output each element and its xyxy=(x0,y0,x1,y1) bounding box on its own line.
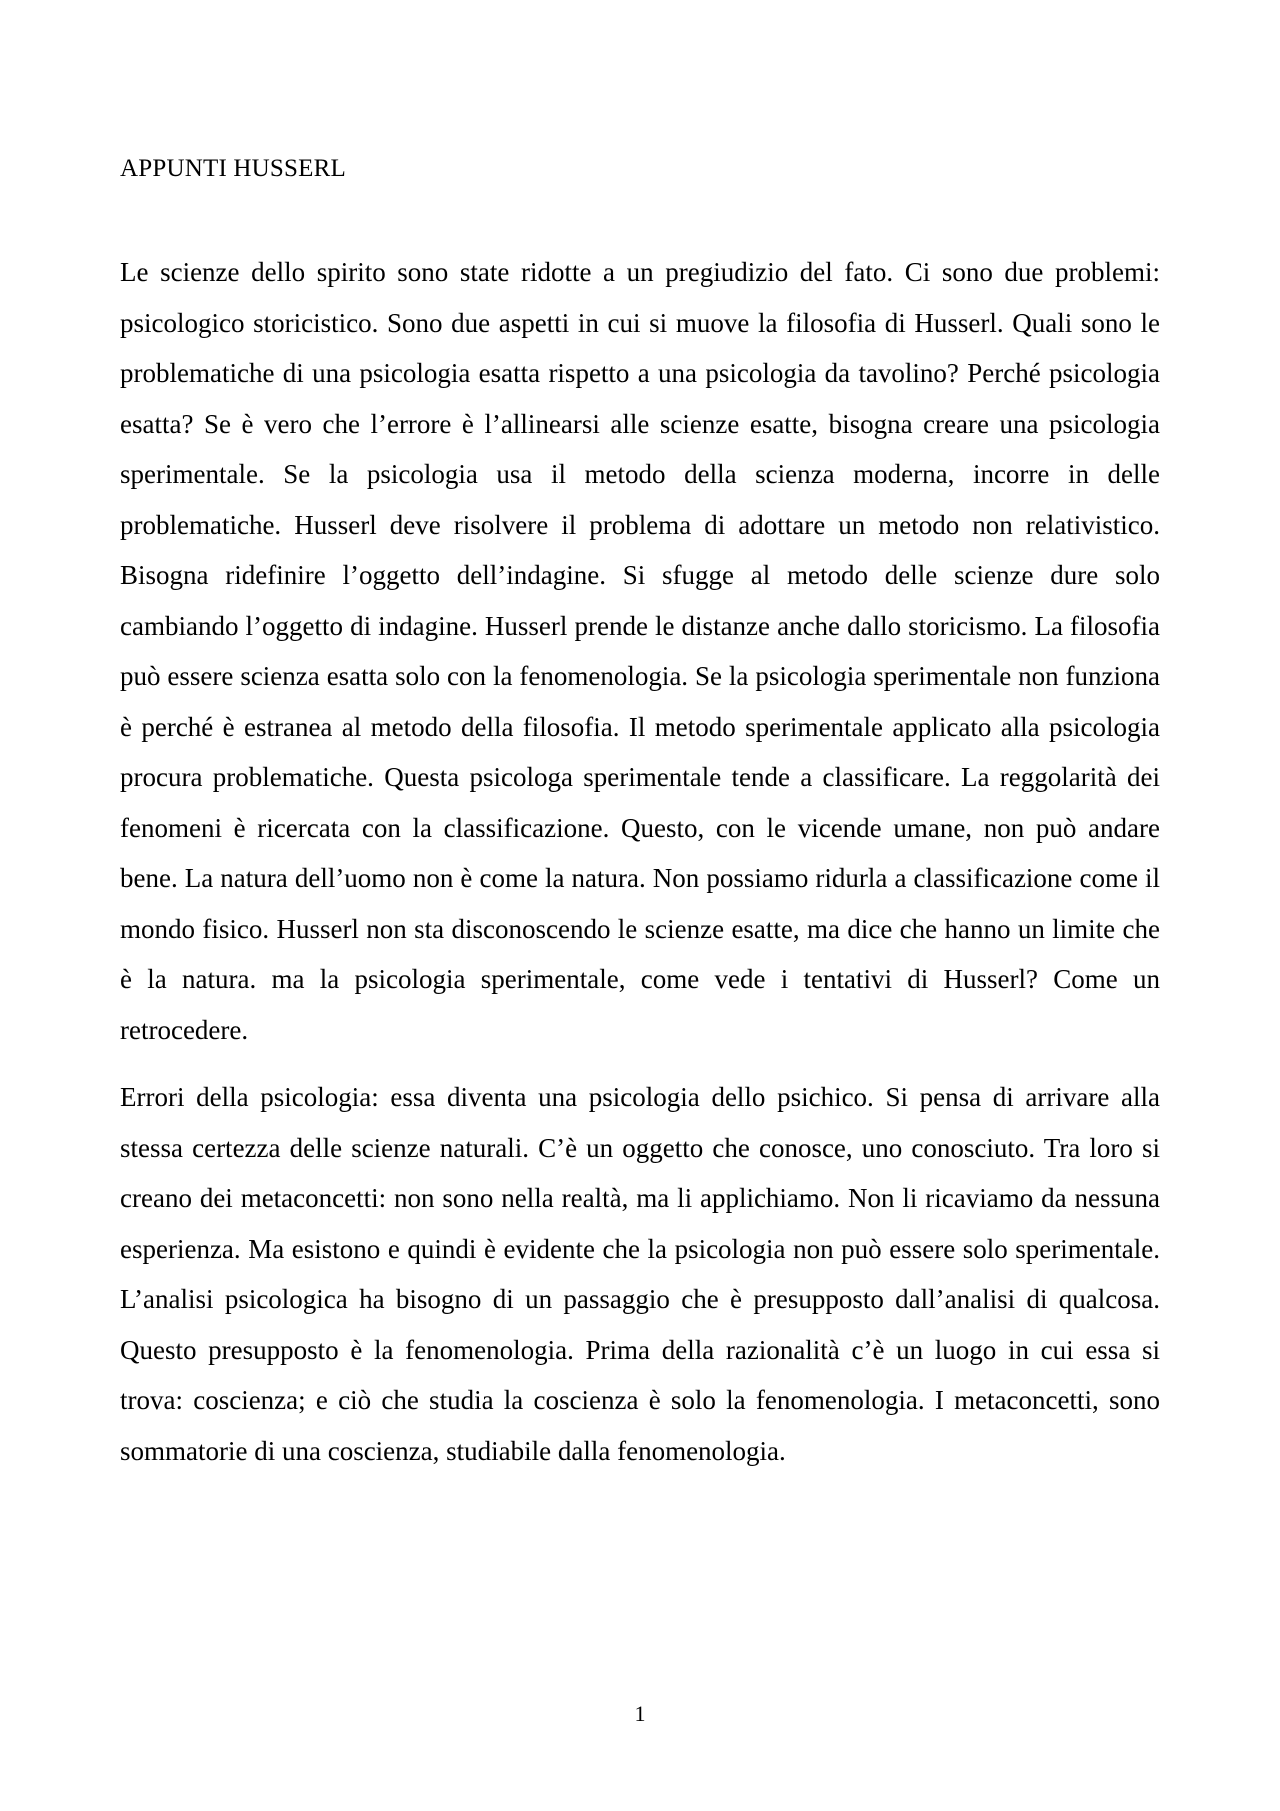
paragraph-1: Le scienze dello spirito sono state ridotte a un pregiudizio del fato. Ci sono due problemi: psicologico storicistico. Sono due aspetti in cui si muove la filosofia di Husserl. Quali sono le problematiche di una psicologia esatta rispetto a una psicologia da tavolino? Perché psicologia esatta? Se è vero che l’errore è l’allinearsi alle scienze esatte, bisogna creare una psicologia sperimentale. Se la psicologia usa il metodo della scienza moderna, incorre in delle problematiche. Husserl deve risolvere il problema di adottare un metodo non relativistico. Bisogna ridefinire l’oggetto dell’indagine. Si sfugge al metodo delle scienze dure solo cambiando l’oggetto di indagine. Husserl prende le distanze anche dallo storicismo. La filosofia può essere scienza esatta solo con la fenomenologia. Se la psicologia sperimentale non funziona è perché è estranea al metodo della filosofia. Il metodo sperimentale applicato alla psicologia procura problematiche. Questa psicologa sperimentale tende a classificare. La reggolarità dei fenomeni è ricercata con la classificazione. Questo, con le vicende umane, non può andare bene. La natura dell’uomo non è come la natura. Non possiamo ridurla a classificazione come il mondo fisico. Husserl non sta disconoscendo le scienze esatte, ma dice che hanno un limite che è la natura. ma la psicologia sperimentale, come vede i tentativi di Husserl? Come un retrocedere. xyxy=(120,257,1160,1045)
paragraph-2: Errori della psicologia: essa diventa una psicologia dello psichico. Si pensa di arrivare alla stessa certezza delle scienze naturali. C’è un oggetto che conosce, uno conosciuto. Tra loro si creano dei metaconcetti: non sono nella realtà, ma li applichiamo. Non li ricaviamo da nessuna esperienza. Ma esistono e quindi è evidente che la psicologia non può essere solo sperimentale. L’analisi psicologica ha bisogno di un passaggio che è presupposto dall’analisi di qualcosa. Questo presupposto è la fenomenologia. Prima della razionalità c’è un luogo in cui essa si trova: coscienza; e ciò che studia la coscienza è solo la fenomenologia. I metaconcetti, sono sommatorie di una coscienza, studiabile dalla fenomenologia. xyxy=(120,1082,1160,1466)
document-title: APPUNTI HUSSERL xyxy=(120,155,346,182)
page-number: 1 xyxy=(634,1701,646,1726)
document-body xyxy=(120,247,1160,1476)
